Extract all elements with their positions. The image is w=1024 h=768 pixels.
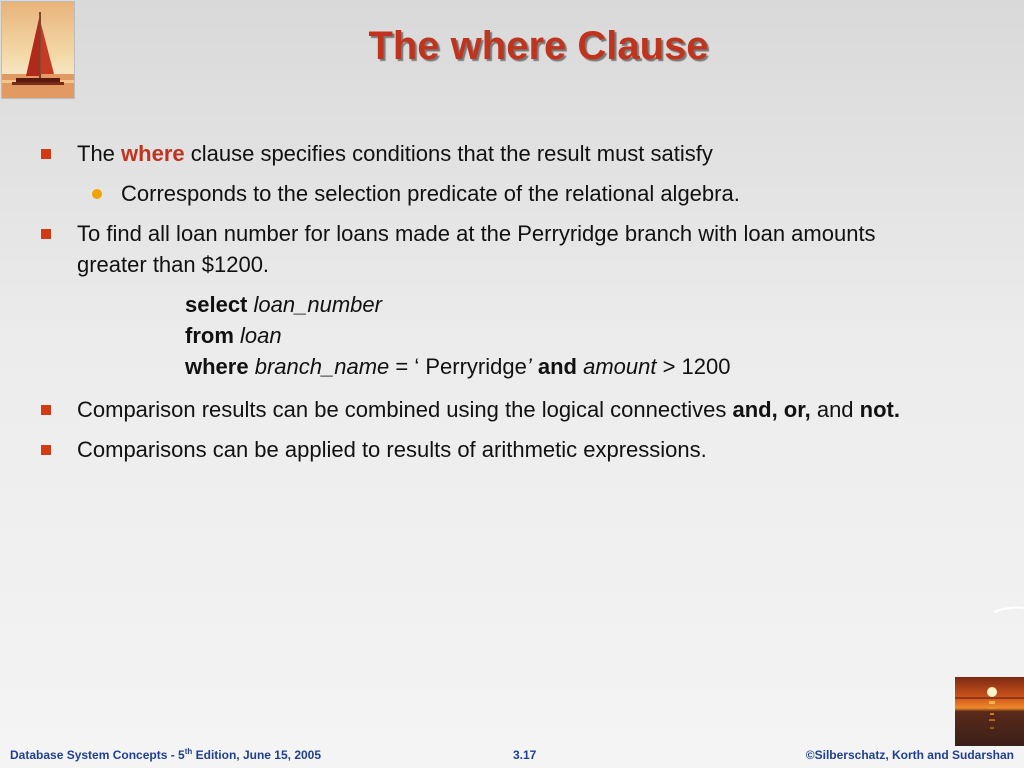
bullet-text: To find all loan number for loans made at the Perryridge branch with loan amounts greater than $1200. [77,221,876,277]
from-relation: loan [240,323,282,348]
bullet-item-example [38,218,918,280]
select-keyword: select [185,292,248,317]
sunset-image [955,677,1024,746]
not-keyword: not. [859,397,900,422]
footer-left-pre: Database System Concepts - 5 [10,748,185,762]
bullet-item-connectives [38,394,918,425]
string-value: Perryridge [419,354,527,379]
footer-copyright: ©Silberschatz, Korth and Sudarshan [805,748,1014,762]
bullet-item-where [38,138,918,169]
sql-query [38,289,918,382]
comparison-operator: > 1200 [656,354,731,379]
round-bullet-icon [92,189,102,199]
and-keyword: and [537,354,577,379]
square-bullet-icon [41,445,51,455]
bullet-text: Comparisons can be applied to results of arithmetic expressions. [77,437,707,462]
from-line [185,320,918,351]
footer-page-number: 3.17 [513,748,537,762]
slide-content [38,138,918,474]
and-or-keywords: and, or, [732,397,811,422]
where-line [185,351,918,382]
sunset-icon [955,677,1024,746]
footer-book-title [10,748,321,762]
bullet-text-pre: Comparison results can be combined using the logical connectives [77,397,733,422]
decorative-curve-icon [994,606,1024,614]
sub-bullet-item-selection [38,178,918,209]
bullet-text-pre: The [77,141,122,166]
where-keyword: where [121,141,185,166]
bullet-text-post: clause specifies conditions that the result must satisfy [184,141,713,166]
square-bullet-icon [41,405,51,415]
close-quote: ’ [526,354,532,379]
amount-attribute: amount [583,354,657,379]
equals-operator: = ‘ [389,354,420,379]
where-attribute: branch_name [254,354,390,379]
square-bullet-icon [41,229,51,239]
select-attribute: loan_number [253,292,382,317]
select-line [185,289,918,320]
from-keyword: from [185,323,234,348]
footer-left-post: Edition, June 15, 2005 [192,748,322,762]
sub-bullet-text: Corresponds to the selection predicate of the relational algebra. [121,181,740,206]
slide-footer [0,746,1024,768]
where-keyword: where [185,354,249,379]
slide-title: The where Clause [368,24,709,68]
square-bullet-icon [41,149,51,159]
footer-left-sup: th [184,747,193,756]
bullet-item-arithmetic [38,434,918,465]
bullet-text-mid: and [810,397,860,422]
